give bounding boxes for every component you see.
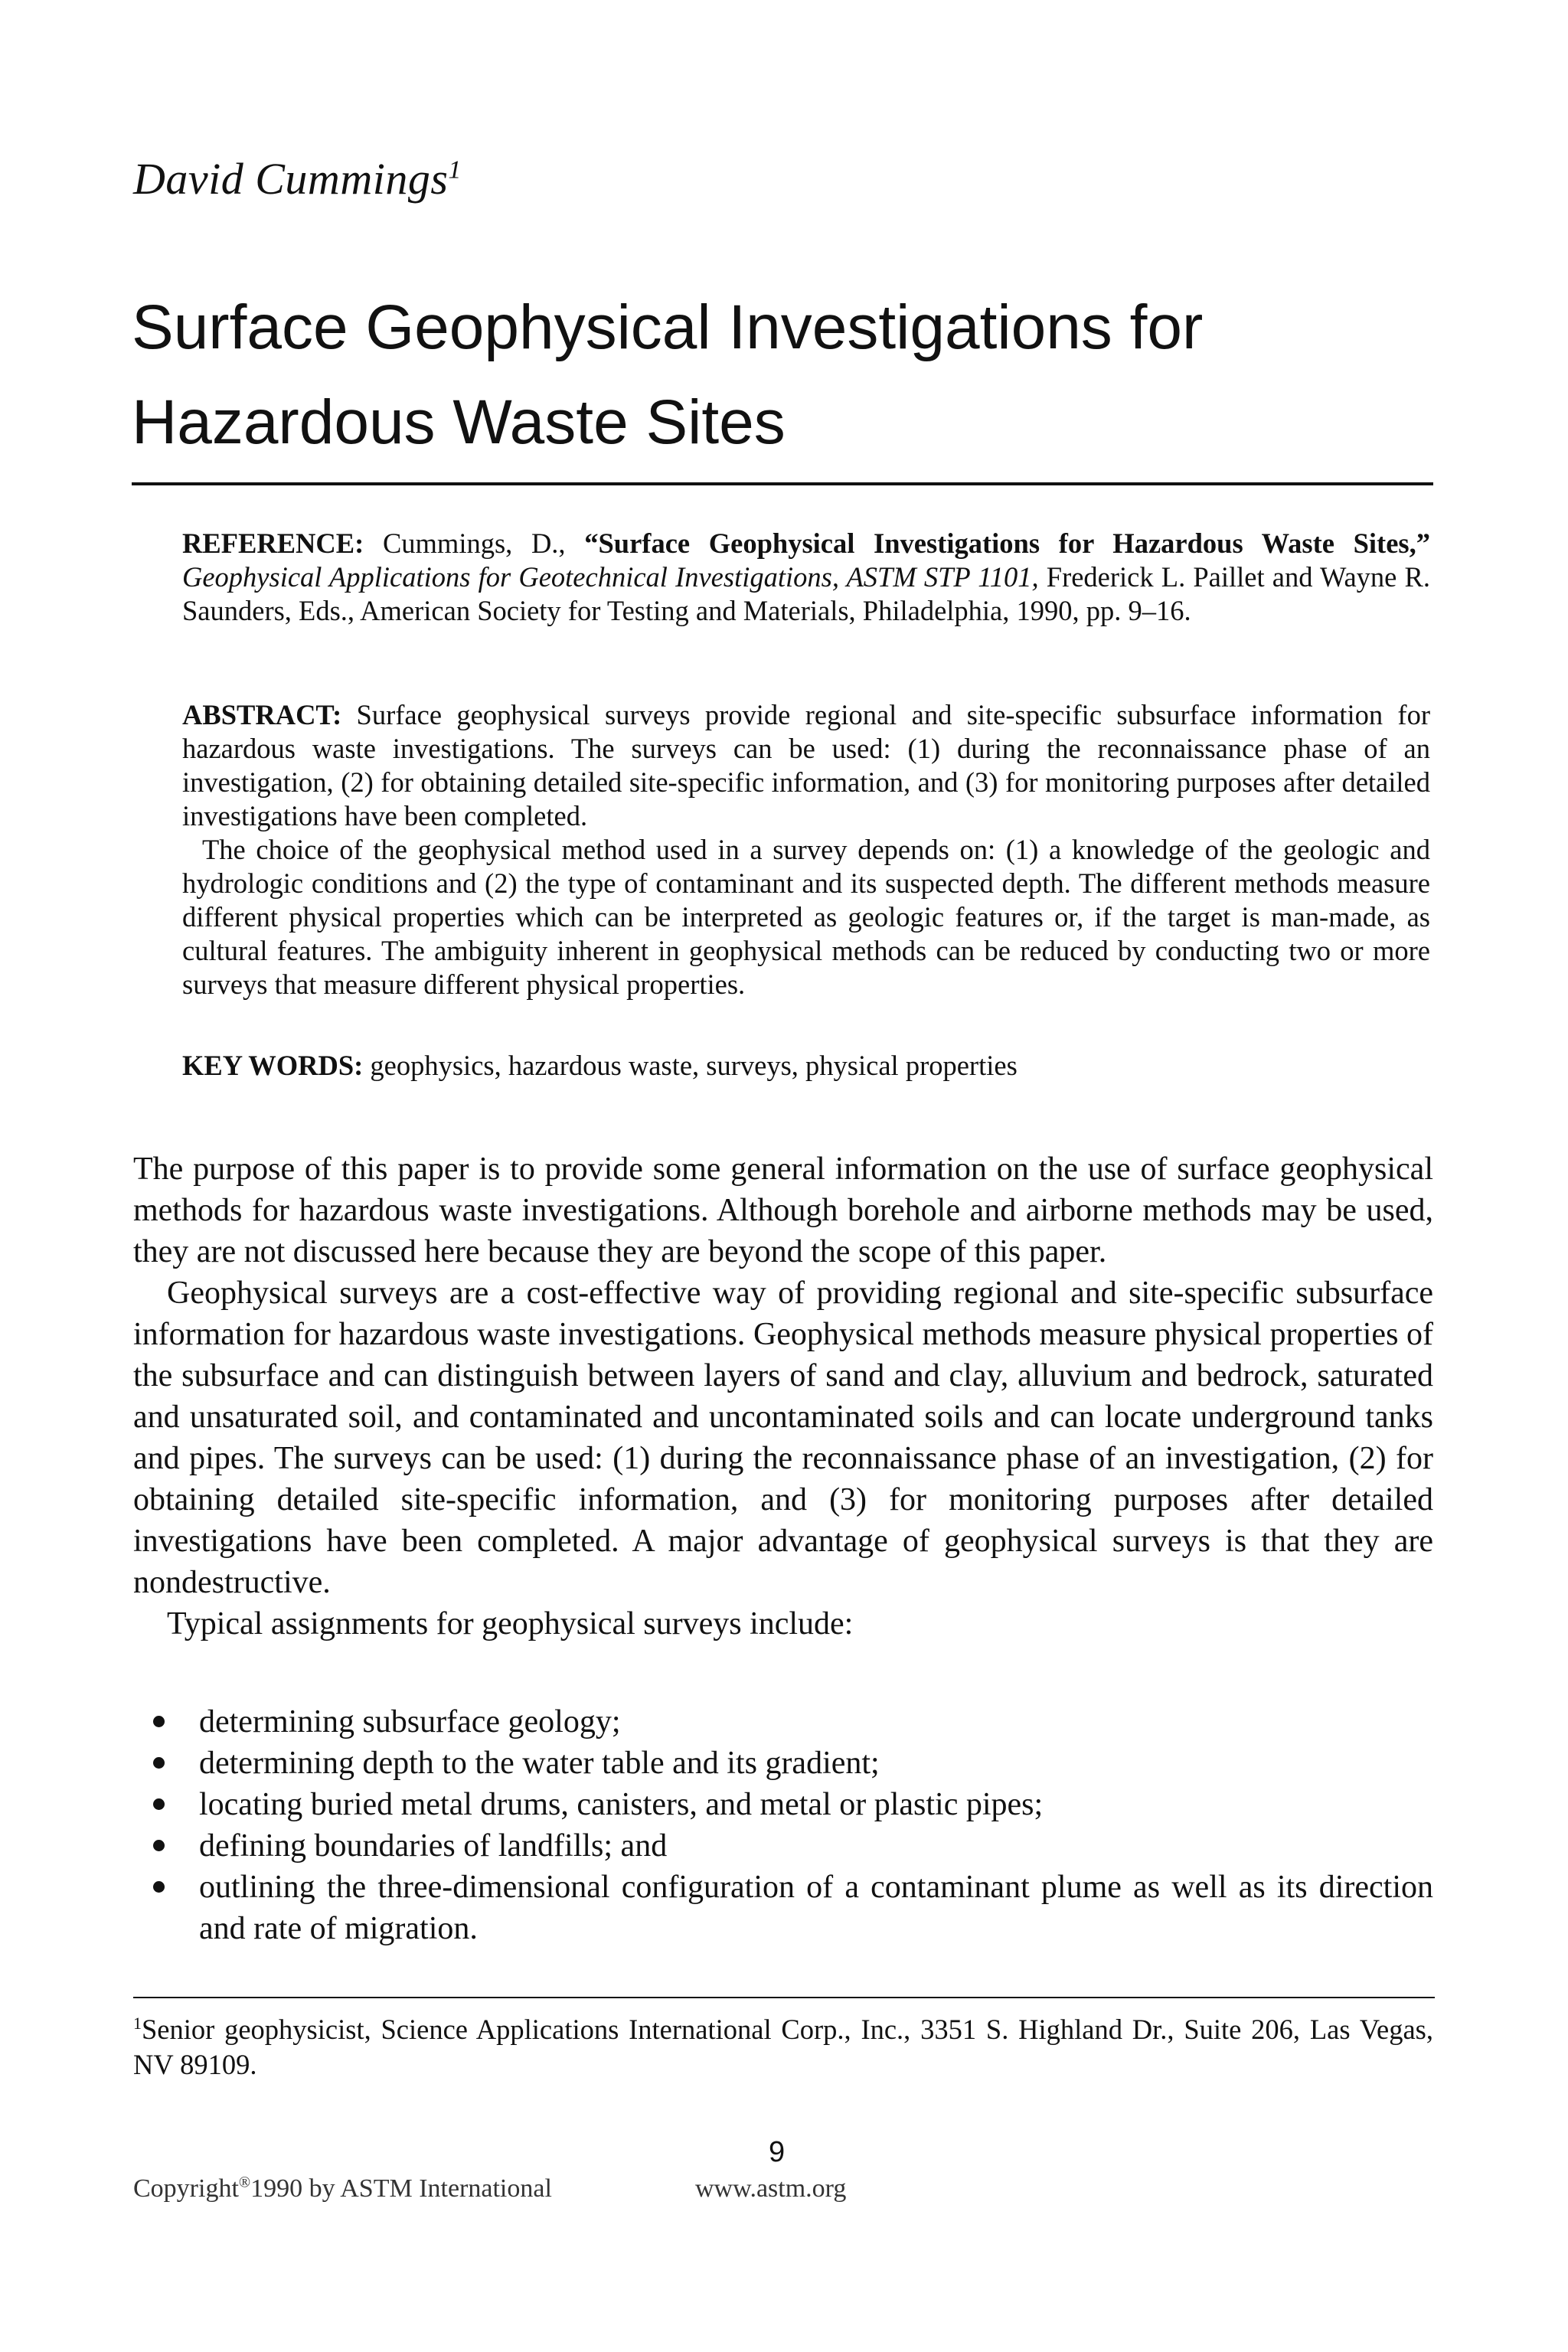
author-name: David Cummings bbox=[133, 154, 449, 204]
reference-label: REFERENCE: bbox=[182, 528, 364, 559]
list-item bbox=[133, 1784, 1433, 1825]
website-link[interactable]: www.astm.org bbox=[695, 2174, 847, 2203]
footnote-divider bbox=[133, 1997, 1435, 1998]
footnote-marker: 1 bbox=[133, 2013, 142, 2033]
body-text bbox=[133, 1148, 1433, 1645]
list-item-text: defining boundaries of landfills; and bbox=[199, 1828, 668, 1864]
copyright-suffix: 1990 by ASTM International bbox=[250, 2174, 552, 2203]
abstract-paragraph-2: The choice of the geophysical method used in a survey depends on: (1) a knowledge of the geologic and hydrologic conditions and (2) the type of contaminant and its suspected depth. The different methods measure different physical properties which can be interpreted as geologic features or, if the target is man-made, as cultural features. The ambiguity inherent in geophysical methods can be reduced by conducting two or more surveys that measure different physical properties. bbox=[182, 834, 1430, 1000]
reference-publication-details: Frederick L. Paillet and Wayne R. Saunders, Eds., American Society for Testing and Materials, Philadelphia, 1990, pp. 9–16. bbox=[182, 561, 1430, 626]
list-item bbox=[133, 1867, 1433, 1949]
reference-article-title: “Surface Geophysical Investigations for Hazardous Waste Sites,” bbox=[584, 528, 1430, 559]
page-number: 9 bbox=[769, 2136, 786, 2168]
abstract-block bbox=[182, 698, 1430, 1001]
list-item-text: determining subsurface geology; bbox=[199, 1704, 621, 1740]
list-item-text: locating buried metal drums, canisters, and metal or plastic pipes; bbox=[199, 1787, 1044, 1822]
author-footnote-marker: 1 bbox=[448, 155, 462, 185]
body-paragraph-2: Geophysical surveys are a cost-effective way of providing regional and site-specific subsurface information for hazardous waste investigations. Geophysical methods measure physical properties of the subsurface and can distinguish between layers of sand and clay, alluvium and bedrock, saturated and unsaturated soil, and contaminated and uncontaminated soils and can locate underground tanks and pipes. The surveys can be used: (1) during the reconnaissance phase of an investigation, (2) for obtaining detailed site-specific information, and (3) for monitoring purposes after detailed investigations have been completed. A major advantage of geophysical surveys is that they are nondestructive. bbox=[133, 1276, 1433, 1600]
body-paragraph-1: The purpose of this paper is to provide some general information on the use of surface geophysical methods for hazardous waste investigations. Although borehole and airborne methods may be used, they are not discussed here because they are beyond the scope of this paper. bbox=[133, 1152, 1433, 1269]
registered-symbol: ® bbox=[238, 2174, 251, 2191]
list-item bbox=[133, 1701, 1433, 1743]
abstract-label: ABSTRACT: bbox=[182, 699, 342, 730]
bullet-icon bbox=[153, 1798, 165, 1810]
body-paragraph-3: Typical assignments for geophysical surveys include: bbox=[167, 1606, 854, 1642]
bullet-icon bbox=[153, 1881, 165, 1893]
assignment-list bbox=[133, 1701, 1433, 1949]
reference-book-title: Geophysical Applications for Geotechnical Investigations, ASTM STP 1101, bbox=[182, 561, 1039, 593]
list-item-text: determining depth to the water table and its gradient; bbox=[199, 1746, 880, 1781]
abstract-paragraph-1 bbox=[182, 698, 1430, 833]
bullet-icon bbox=[153, 1840, 165, 1851]
list-item-text: outlining the three-dimensional configuration of a contaminant plume as well as its direction and rate of migration. bbox=[199, 1870, 1433, 1946]
paper-title bbox=[132, 280, 1449, 470]
abstract-text-1: Surface geophysical surveys provide regional and site-specific subsurface information for hazardous waste investigations. The surveys can be used: (1) during the reconnaissance phase of an investigation, (2) for obtaining detailed site-specific information, and (3) for monitoring purposes after detailed investigations have been completed. bbox=[182, 699, 1430, 831]
keywords-text: geophysics, hazardous waste, surveys, physical properties bbox=[363, 1050, 1018, 1081]
footnote bbox=[133, 2012, 1433, 2082]
keywords-label: KEY WORDS: bbox=[182, 1050, 364, 1081]
title-line-1: Surface Geophysical Investigations for bbox=[132, 292, 1204, 362]
keywords-block bbox=[182, 1049, 1430, 1083]
title-line-2: Hazardous Waste Sites bbox=[132, 387, 786, 457]
reference-block bbox=[182, 527, 1430, 628]
reference-authors: Cummings, D., bbox=[364, 528, 585, 559]
copyright-notice bbox=[133, 2174, 552, 2203]
list-item bbox=[133, 1825, 1433, 1867]
list-item bbox=[133, 1743, 1433, 1784]
bullet-icon bbox=[153, 1757, 165, 1769]
copyright-prefix: Copyright bbox=[133, 2174, 239, 2203]
title-divider bbox=[132, 482, 1433, 485]
footnote-text: Senior geophysicist, Science Applications International Corp., Inc., 3351 S. Highland Dr., Suite 206, Las Vegas, NV 89109. bbox=[133, 2014, 1433, 2080]
bullet-icon bbox=[153, 1716, 165, 1727]
author-line bbox=[133, 153, 462, 204]
